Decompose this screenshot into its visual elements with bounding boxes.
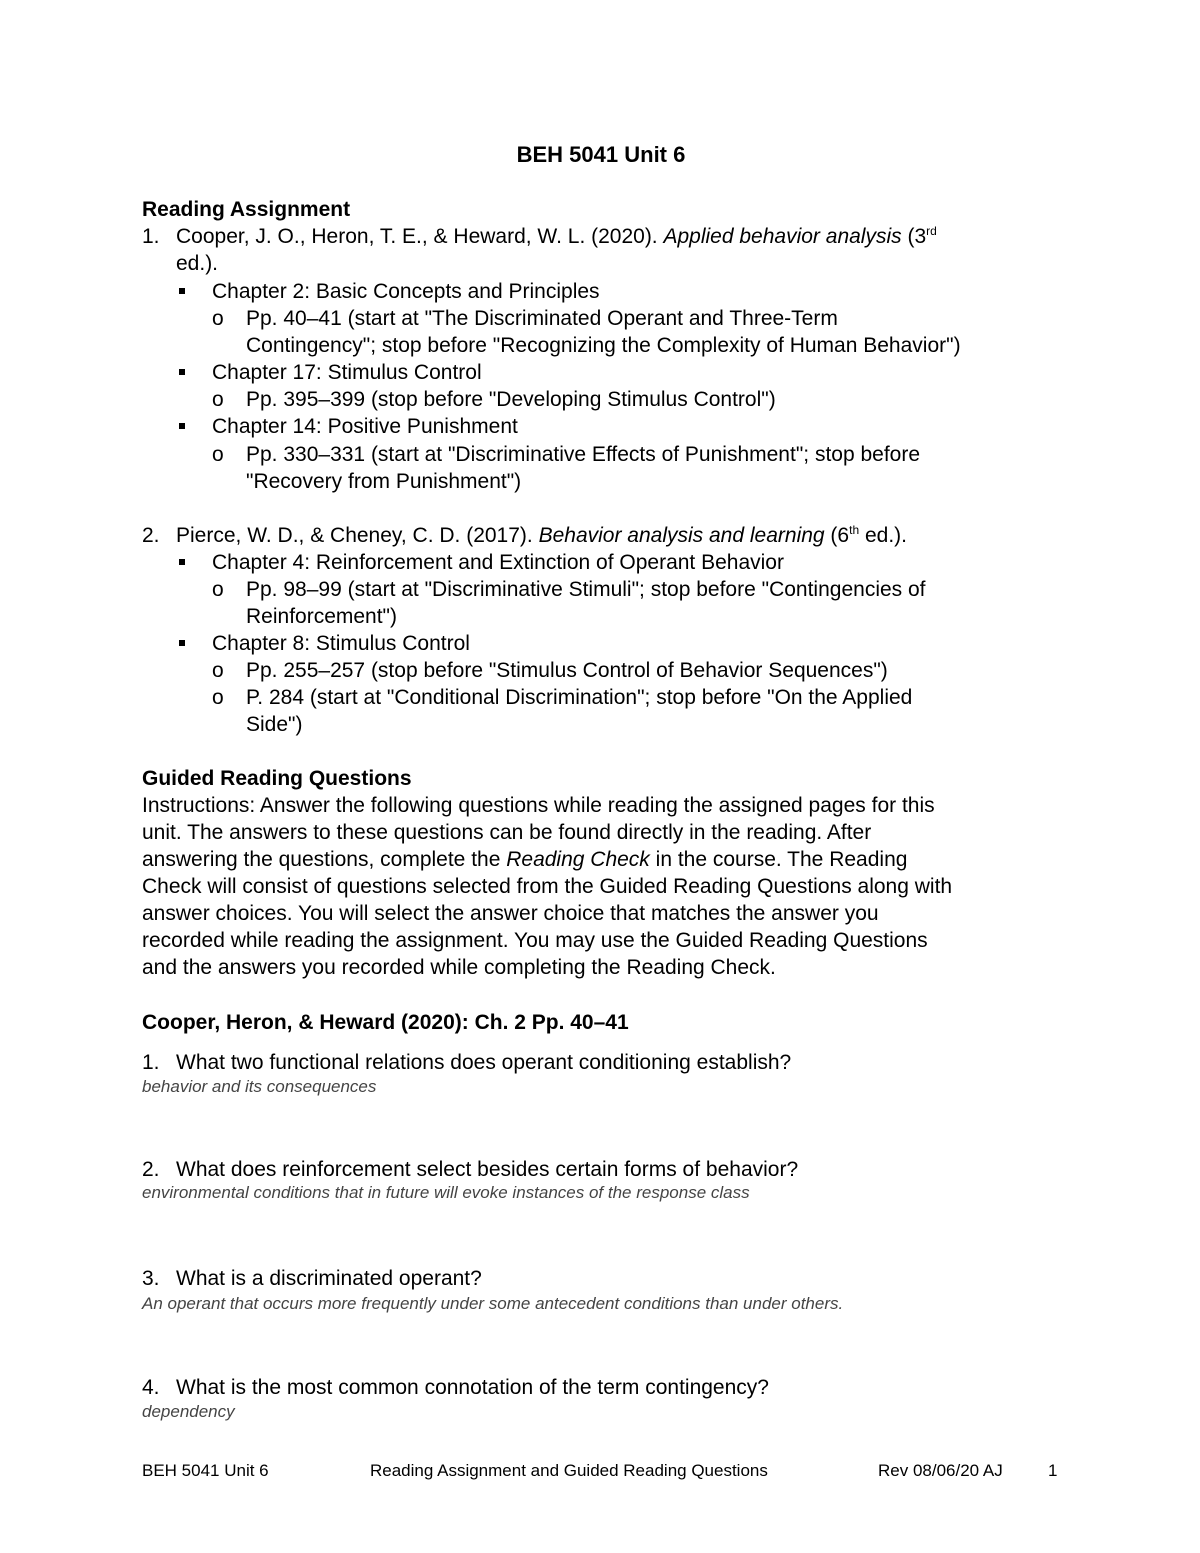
ref2-citation: Pierce, W. D., & Cheney, C. D. (2017). Behavior analysis and learning (6th ed.). [176,523,907,547]
instructions-line: Check will consist of questions selected from the Guided Reading Questions along with [142,875,953,898]
ref2-ch8-pages: Pp. 255–257 (stop before "Stimulus Control of Behavior Sequences") [246,659,888,682]
square-bullet-icon [179,559,185,565]
instructions-line: answering the questions, complete the Reading Check in the course. The Reading [142,848,908,871]
instructions-line: and the answers you recorded while completing the Reading Check. [142,956,776,979]
ref2-number: 2. [142,524,160,547]
footer-page-number: 1 [1048,1461,1058,1480]
answer-text: environmental conditions that in future will evoke instances of the response class [142,1183,750,1202]
footer-revision: Rev 08/06/20 AJ [878,1461,1003,1480]
question-text: What two functional relations does operant conditioning establish? [176,1051,792,1074]
reading-heading: Reading Assignment [142,198,351,221]
square-bullet-icon [179,288,185,294]
outline-bullet-icon: o [212,443,224,466]
answer-text: behavior and its consequences [142,1077,377,1096]
ref2-book-title: Behavior analysis and learning [538,524,825,547]
ref2-chapter-4: Chapter 4: Reinforcement and Extinction of Operant Behavior [212,551,784,574]
question-text: What does reinforcement select besides certain forms of behavior? [176,1158,799,1181]
question-text: What is the most common connotation of the term contingency? [176,1376,769,1399]
ref1-chapter-17: Chapter 17: Stimulus Control [212,361,482,384]
footer-document-title: Reading Assignment and Guided Reading Questions [370,1461,768,1480]
outline-bullet-icon: o [212,686,224,709]
answer-text: An operant that occurs more frequently under some antecedent conditions than under others. [142,1294,844,1313]
ref2-ch8-page-284: P. 284 (start at "Conditional Discrimination"; stop before "On the Applied [246,686,913,709]
answer-text: dependency [142,1402,235,1421]
ref2-ch4-pages: Pp. 98–99 (start at "Discriminative Stimuli"; stop before "Contingencies of [246,578,926,601]
outline-bullet-icon: o [212,307,224,330]
question-number: 1. [142,1051,160,1074]
square-bullet-icon [179,369,185,375]
ref1-ch14-pages: Pp. 330–331 (start at "Discriminative Effects of Punishment"; stop before [246,443,921,466]
ref2-ch8-page-284-line2: Side") [246,713,303,736]
square-bullet-icon [179,640,185,646]
ref1-ch14-pages-line2: "Recovery from Punishment") [246,470,522,493]
ref1-number: 1. [142,225,160,248]
instructions-line: unit. The answers to these questions can be found directly in the reading. After [142,821,872,844]
document-title: BEH 5041 Unit 6 [516,142,686,167]
ref1-chapter-14: Chapter 14: Positive Punishment [212,415,518,438]
question-number: 2. [142,1158,160,1181]
footer-unit: BEH 5041 Unit 6 [142,1461,269,1480]
question-number: 3. [142,1267,160,1290]
question-text: What is a discriminated operant? [176,1267,482,1290]
ref2-chapter-8: Chapter 8: Stimulus Control [212,632,470,655]
ref1-ch2-pages-line2: Contingency"; stop before "Recognizing the Complexity of Human Behavior") [246,334,961,357]
section-heading: Cooper, Heron, & Heward (2020): Ch. 2 Pp. 40–41 [142,1011,629,1034]
outline-bullet-icon: o [212,659,224,682]
ref1-book-title: Applied behavior analysis [663,225,902,248]
ref1-ch17-pages: Pp. 395–399 (stop before "Developing Stimulus Control") [246,388,776,411]
ref1-citation: Cooper, J. O., Heron, T. E., & Heward, W. L. (2020). Applied behavior analysis (3rd [176,224,937,248]
instructions-line: answer choices. You will select the answer choice that matches the answer you [142,902,879,925]
instructions-line: recorded while reading the assignment. You may use the Guided Reading Questions [142,929,928,952]
ref1-citation-line2: ed.). [176,252,219,275]
square-bullet-icon [179,423,185,429]
instructions-line: Instructions: Answer the following questions while reading the assigned pages for this [142,794,935,817]
ref1-ch2-pages: Pp. 40–41 (start at "The Discriminated Operant and Three-Term [246,307,838,330]
reading-check-term: Reading Check [506,848,650,871]
question-number: 4. [142,1376,160,1399]
outline-bullet-icon: o [212,578,224,601]
guided-heading: Guided Reading Questions [142,767,412,790]
ref2-ch4-pages-line2: Reinforcement") [246,605,398,628]
outline-bullet-icon: o [212,388,224,411]
ref1-chapter-2: Chapter 2: Basic Concepts and Principles [212,280,600,303]
